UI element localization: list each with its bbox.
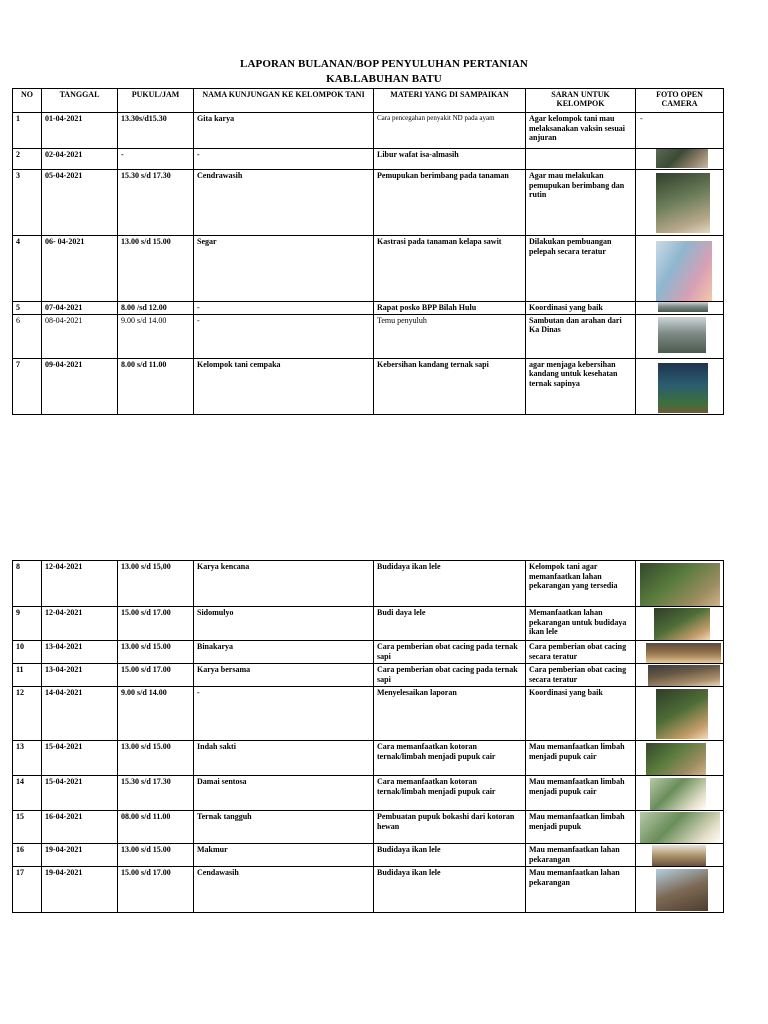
cell-tanggal: 16-04-2021 [42, 811, 118, 844]
table-row [13, 776, 724, 811]
col-header-saran: SARAN UNTUK KELOMPOK [526, 89, 636, 113]
col-header-pukul: PUKUL/JAM [118, 89, 194, 113]
cell-materi: Kastrasi pada tanaman kelapa sawit [374, 236, 526, 302]
cell-nama: Karya bersama [194, 664, 374, 687]
cell-materi: Cara pemberian obat cacing pada ternak sapi [374, 641, 526, 664]
cell-no: 4 [13, 236, 42, 302]
cell-tanggal: 14-04-2021 [42, 687, 118, 741]
cell-pukul: 9.00 s/d 14.00 [118, 687, 194, 741]
visit-photo [654, 608, 710, 640]
table-row [13, 561, 724, 607]
cell-foto [636, 664, 724, 687]
table-row [13, 358, 724, 414]
cell-materi: Budidaya ikan lele [374, 867, 526, 913]
cell-tanggal: 06- 04-2021 [42, 236, 118, 302]
cell-nama: Ternak tangguh [194, 811, 374, 844]
cell-saran: Cara pemberian obat cacing secara teratur [526, 664, 636, 687]
table-row [13, 664, 724, 687]
cell-no: 17 [13, 867, 42, 913]
visit-photo [656, 149, 708, 168]
cell-materi: Rapat posko BPP Bilah Hulu [374, 302, 526, 315]
col-header-tanggal: TANGGAL [42, 89, 118, 113]
visit-photo [640, 812, 720, 844]
cell-saran: Koordinasi yang baik [526, 302, 636, 315]
cell-no: 14 [13, 776, 42, 811]
cell-no: 8 [13, 561, 42, 607]
cell-materi: Kebersihan kandang ternak sapi [374, 358, 526, 414]
cell-tanggal: 12-04-2021 [42, 561, 118, 607]
table-row [13, 314, 724, 358]
cell-saran: agar menjaga kebersihan kandang untuk kesehatan ternak sapinya [526, 358, 636, 414]
cell-tanggal: 02-04-2021 [42, 149, 118, 170]
cell-materi: Budidaya ikan lele [374, 561, 526, 607]
cell-nama: Gita karya [194, 113, 374, 149]
cell-tanggal: 07-04-2021 [42, 302, 118, 315]
visit-photo [646, 743, 706, 775]
cell-no: 15 [13, 811, 42, 844]
cell-materi: Pembuatan pupuk bokashi dari kotoran hewan [374, 811, 526, 844]
cell-foto [636, 561, 724, 607]
report-title: LAPORAN BULANAN/BOP PENYULUHAN PERTANIAN [240, 58, 528, 70]
cell-nama: - [194, 314, 374, 358]
cell-no: 3 [13, 170, 42, 236]
cell-no: 11 [13, 664, 42, 687]
cell-saran: Agar kelompok tani mau melaksanakan vaksin sesuai anjuran [526, 113, 636, 149]
cell-saran: Mau memanfaatkan limbah menjadi pupuk [526, 811, 636, 844]
cell-materi: Libur wafat isa-almasih [374, 149, 526, 170]
cell-foto [636, 641, 724, 664]
table-row [13, 687, 724, 741]
cell-foto [636, 741, 724, 776]
table-row [13, 741, 724, 776]
cell-pukul: 15.00 s/d 17.00 [118, 607, 194, 641]
cell-tanggal: 13-04-2021 [42, 664, 118, 687]
visit-photo [656, 869, 708, 911]
table-header-row [13, 89, 724, 113]
report-subtitle: KAB.LABUHAN BATU [326, 73, 442, 85]
cell-materi: Budidaya ikan lele [374, 844, 526, 867]
visit-photo [646, 643, 721, 663]
cell-no: 13 [13, 741, 42, 776]
cell-foto [636, 867, 724, 913]
cell-materi: Cara pemberian obat cacing pada ternak sapi [374, 664, 526, 687]
cell-saran: Mau memanfaatkan limbah menjadi pupuk cair [526, 776, 636, 811]
cell-pukul: 13.00 s/d 15.00 [118, 741, 194, 776]
table-row [13, 811, 724, 844]
cell-saran: Cara pemberian obat cacing secara teratur [526, 641, 636, 664]
cell-pukul: 13.00 s/d 15.00 [118, 844, 194, 867]
cell-materi: Menyelesaikan laporan [374, 687, 526, 741]
visit-photo [656, 173, 710, 233]
cell-materi: Pemupukan berimbang pada tanaman [374, 170, 526, 236]
visit-photo [656, 689, 708, 739]
cell-no: 9 [13, 607, 42, 641]
cell-no: 2 [13, 149, 42, 170]
cell-nama: Makmur [194, 844, 374, 867]
cell-tanggal: 19-04-2021 [42, 844, 118, 867]
cell-tanggal: 09-04-2021 [42, 358, 118, 414]
cell-foto [636, 113, 724, 149]
cell-foto [636, 170, 724, 236]
visit-photo [658, 363, 708, 413]
cell-tanggal: 13-04-2021 [42, 641, 118, 664]
cell-tanggal: 15-04-2021 [42, 776, 118, 811]
cell-pukul: 9.00 s/d 14.00 [118, 314, 194, 358]
cell-saran: Mau memanfaatkan lahan pekarangan [526, 867, 636, 913]
table-row [13, 844, 724, 867]
cell-nama: Cendawasih [194, 867, 374, 913]
cell-foto [636, 776, 724, 811]
table-row [13, 302, 724, 315]
cell-nama: Kelompok tani cempaka [194, 358, 374, 414]
cell-nama: Cendrawasih [194, 170, 374, 236]
cell-materi: Cara pencegahan penyakit ND pada ayam [374, 113, 526, 149]
cell-foto [636, 149, 724, 170]
cell-tanggal: 08-04-2021 [42, 314, 118, 358]
cell-materi: Budi daya lele [374, 607, 526, 641]
cell-pukul: 13.00 s/d 15.00 [118, 236, 194, 302]
col-header-foto: FOTO OPEN CAMERA [636, 89, 724, 113]
foto-dash: - [640, 114, 643, 123]
cell-materi: Temu penyuluh [374, 314, 526, 358]
cell-foto [636, 607, 724, 641]
col-header-no: NO [13, 89, 42, 113]
visit-photo [650, 778, 706, 810]
cell-tanggal: 19-04-2021 [42, 867, 118, 913]
cell-no: 10 [13, 641, 42, 664]
cell-nama: Segar [194, 236, 374, 302]
table-row [13, 149, 724, 170]
cell-pukul: - [118, 149, 194, 170]
visit-photo [656, 241, 712, 301]
cell-foto [636, 358, 724, 414]
cell-tanggal: 12-04-2021 [42, 607, 118, 641]
visit-photo [648, 665, 720, 686]
cell-pukul: 15.30 s/d 17.30 [118, 170, 194, 236]
cell-nama: - [194, 687, 374, 741]
cell-materi: Cara memanfaatkan kotoran ternak/limbah menjadi pupuk cair [374, 776, 526, 811]
cell-no: 12 [13, 687, 42, 741]
cell-nama: Binakarya [194, 641, 374, 664]
cell-nama: - [194, 302, 374, 315]
cell-no: 5 [13, 302, 42, 315]
cell-saran: Memanfaatkan lahan pekarangan untuk budidaya ikan lele [526, 607, 636, 641]
cell-foto [636, 811, 724, 844]
cell-nama: Sidomulyo [194, 607, 374, 641]
cell-no: 6 [13, 314, 42, 358]
cell-saran: Mau memanfaatkan lahan pekarangan [526, 844, 636, 867]
visit-photo [658, 302, 708, 312]
cell-materi: Cara memanfaatkan kotoran ternak/limbah menjadi pupuk cair [374, 741, 526, 776]
table-row [13, 607, 724, 641]
cell-tanggal: 05-04-2021 [42, 170, 118, 236]
cell-saran: Kelompok tani agar memanfaatkan lahan pekarangan yang tersedia [526, 561, 636, 607]
cell-no: 16 [13, 844, 42, 867]
table-row [13, 641, 724, 664]
report-table-2 [12, 560, 724, 913]
cell-saran [526, 149, 636, 170]
cell-pukul: 13.00 s/d 15,00 [118, 561, 194, 607]
cell-nama: Karya kencana [194, 561, 374, 607]
cell-tanggal: 15-04-2021 [42, 741, 118, 776]
cell-saran: Sambutan dan arahan dari Ka Dinas [526, 314, 636, 358]
visit-photo [658, 317, 706, 353]
cell-saran: Koordinasi yang baik [526, 687, 636, 741]
cell-pukul: 8.00 /sd 12.00 [118, 302, 194, 315]
cell-foto [636, 687, 724, 741]
cell-pukul: 13.30s/d15.30 [118, 113, 194, 149]
table-row [13, 170, 724, 236]
table-row [13, 236, 724, 302]
cell-foto [636, 302, 724, 315]
visit-photo [652, 845, 706, 866]
cell-nama: Indah sakti [194, 741, 374, 776]
cell-foto [636, 314, 724, 358]
cell-pukul: 8.00 s/d 11.00 [118, 358, 194, 414]
cell-foto [636, 236, 724, 302]
cell-no: 7 [13, 358, 42, 414]
cell-saran: Dilakukan pembuangan pelepah secara teratur [526, 236, 636, 302]
cell-saran: Agar mau melakukan pemupukan berimbang dan rutin [526, 170, 636, 236]
cell-pukul: 08.00 s/d 11.00 [118, 811, 194, 844]
cell-nama: - [194, 149, 374, 170]
col-header-materi: MATERI YANG DI SAMPAIKAN [374, 89, 526, 113]
cell-tanggal: 01-04-2021 [42, 113, 118, 149]
cell-pukul: 13.00 s/d 15.00 [118, 641, 194, 664]
cell-pukul: 15.00 s/d 17.00 [118, 867, 194, 913]
col-header-nama: NAMA KUNJUNGAN KE KELOMPOK TANI [194, 89, 374, 113]
table-row [13, 867, 724, 913]
cell-foto [636, 844, 724, 867]
cell-pukul: 15.30 s/d 17.30 [118, 776, 194, 811]
report-table-1 [12, 88, 724, 415]
visit-photo [640, 563, 720, 607]
table-row [13, 113, 724, 149]
cell-saran: Mau memanfaatkan limbah menjadi pupuk cair [526, 741, 636, 776]
cell-pukul: 15.00 s/d 17.00 [118, 664, 194, 687]
cell-no: 1 [13, 113, 42, 149]
cell-nama: Damai sentosa [194, 776, 374, 811]
